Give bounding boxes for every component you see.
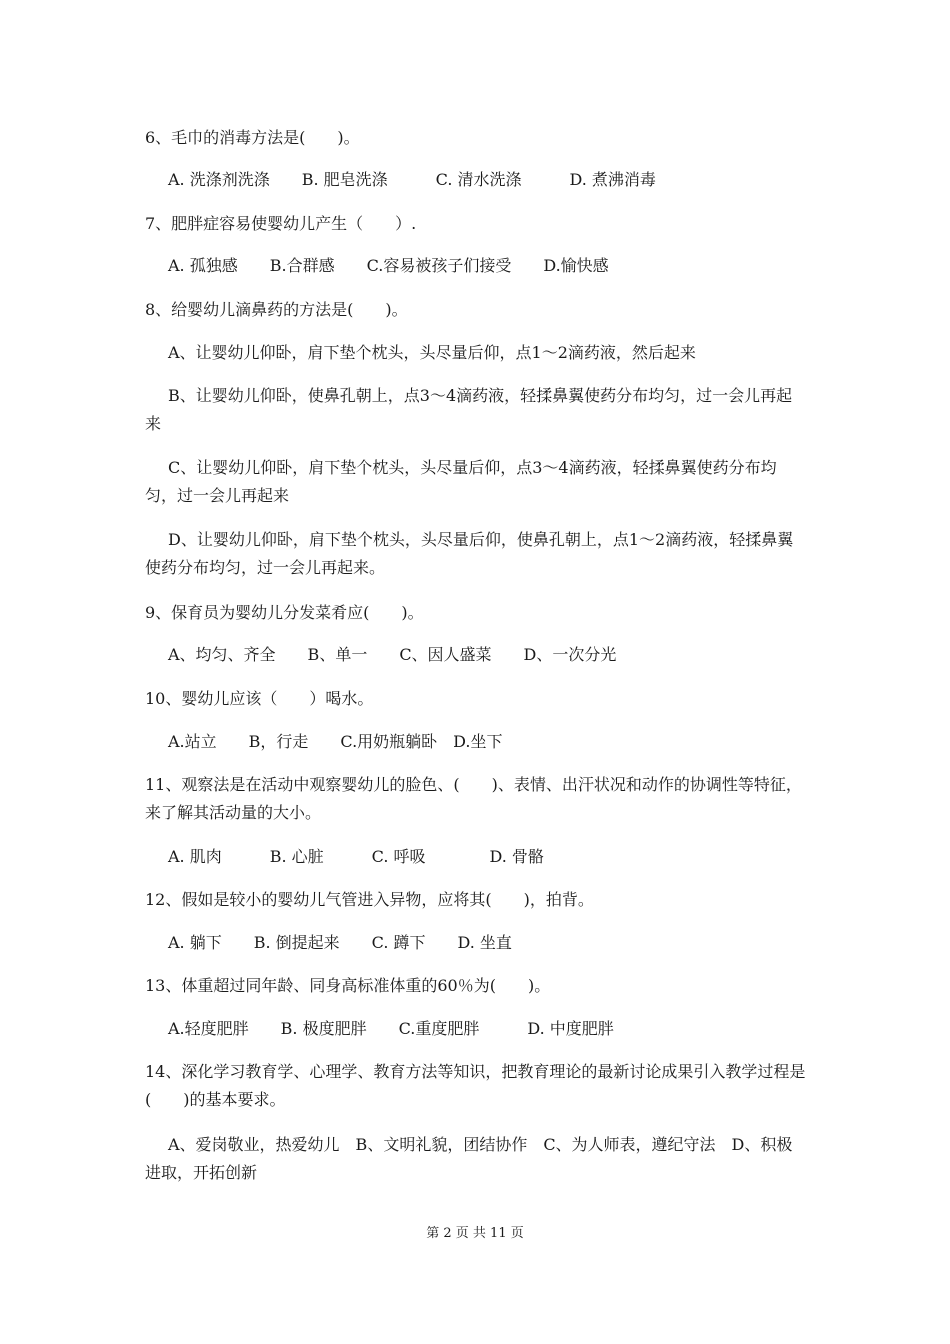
question-12-options: A. 躺下 B. 倒提起来 C. 蹲下 D. 坐直 bbox=[168, 933, 512, 952]
question-11-options: A. 肌肉 B. 心脏 C. 呼吸 D. 骨骼 bbox=[168, 847, 544, 866]
question-14-stem: 14、深化学习教育学、心理学、教育方法等知识，把教育理论的最新讨论成果引入教学过程是( )的基本要求。 bbox=[145, 1062, 806, 1109]
question-8-option-b: B、让婴幼儿仰卧，使鼻孔朝上，点3～4滴药液，轻揉鼻翼使药分布均匀，过一会儿再起来 bbox=[145, 386, 793, 433]
question-12-stem: 12、假如是较小的婴幼儿气管进入异物，应将其( )，拍背。 bbox=[145, 890, 594, 909]
question-10-stem: 10、婴幼儿应该（ ）喝水。 bbox=[145, 689, 374, 708]
question-6-stem: 6、毛巾的消毒方法是( )。 bbox=[145, 128, 360, 147]
question-8-option-a: A、让婴幼儿仰卧，肩下垫个枕头，头尽量后仰，点1～2滴药液，然后起来 bbox=[168, 343, 696, 362]
page-number: 第 2 页 共 11 页 bbox=[426, 1226, 524, 1241]
question-10-options: A.站立 B，行走 C.用奶瓶躺卧 D.坐下 bbox=[168, 732, 503, 751]
question-13-stem: 13、体重超过同年龄、同身高标准体重的60％为( )。 bbox=[145, 976, 551, 995]
question-8-stem: 8、给婴幼儿滴鼻药的方法是( )。 bbox=[145, 300, 408, 319]
question-8-option-c: C、让婴幼儿仰卧，肩下垫个枕头，头尽量后仰，点3～4滴药液，轻揉鼻翼使药分布均匀，过一会儿再起来 bbox=[145, 458, 777, 505]
question-9-options: A、均匀、齐全 B、单一 C、因人盛菜 D、一次分光 bbox=[168, 645, 617, 664]
question-8-option-d: D、让婴幼儿仰卧，肩下垫个枕头，头尽量后仰，使鼻孔朝上，点1～2滴药液，轻揉鼻翼使药分布均匀，过一会儿再起来。 bbox=[145, 530, 794, 577]
question-9-stem: 9、保育员为婴幼儿分发菜肴应( )。 bbox=[145, 603, 424, 622]
question-13-options: A.轻度肥胖 B. 极度肥胖 C.重度肥胖 D. 中度肥胖 bbox=[168, 1019, 614, 1038]
question-7-stem: 7、肥胖症容易使婴幼儿产生（ ）. bbox=[145, 214, 417, 233]
question-7-options: A. 孤独感 B.合群感 C.容易被孩子们接受 D.愉快感 bbox=[168, 256, 609, 275]
question-14-options: A、爱岗敬业，热爱幼儿 B、文明礼貌，团结协作 C、为人师表，遵纪守法 D、积极进取，开拓创新 bbox=[145, 1135, 793, 1182]
question-6-options: A. 洗涤剂洗涤 B. 肥皂洗涤 C. 清水洗涤 D. 煮沸消毒 bbox=[168, 170, 656, 189]
question-11-stem: 11、观察法是在活动中观察婴幼儿的脸色、( )、表情、出汗状况和动作的协调性等特征，来了解其活动量的大小。 bbox=[145, 775, 802, 822]
